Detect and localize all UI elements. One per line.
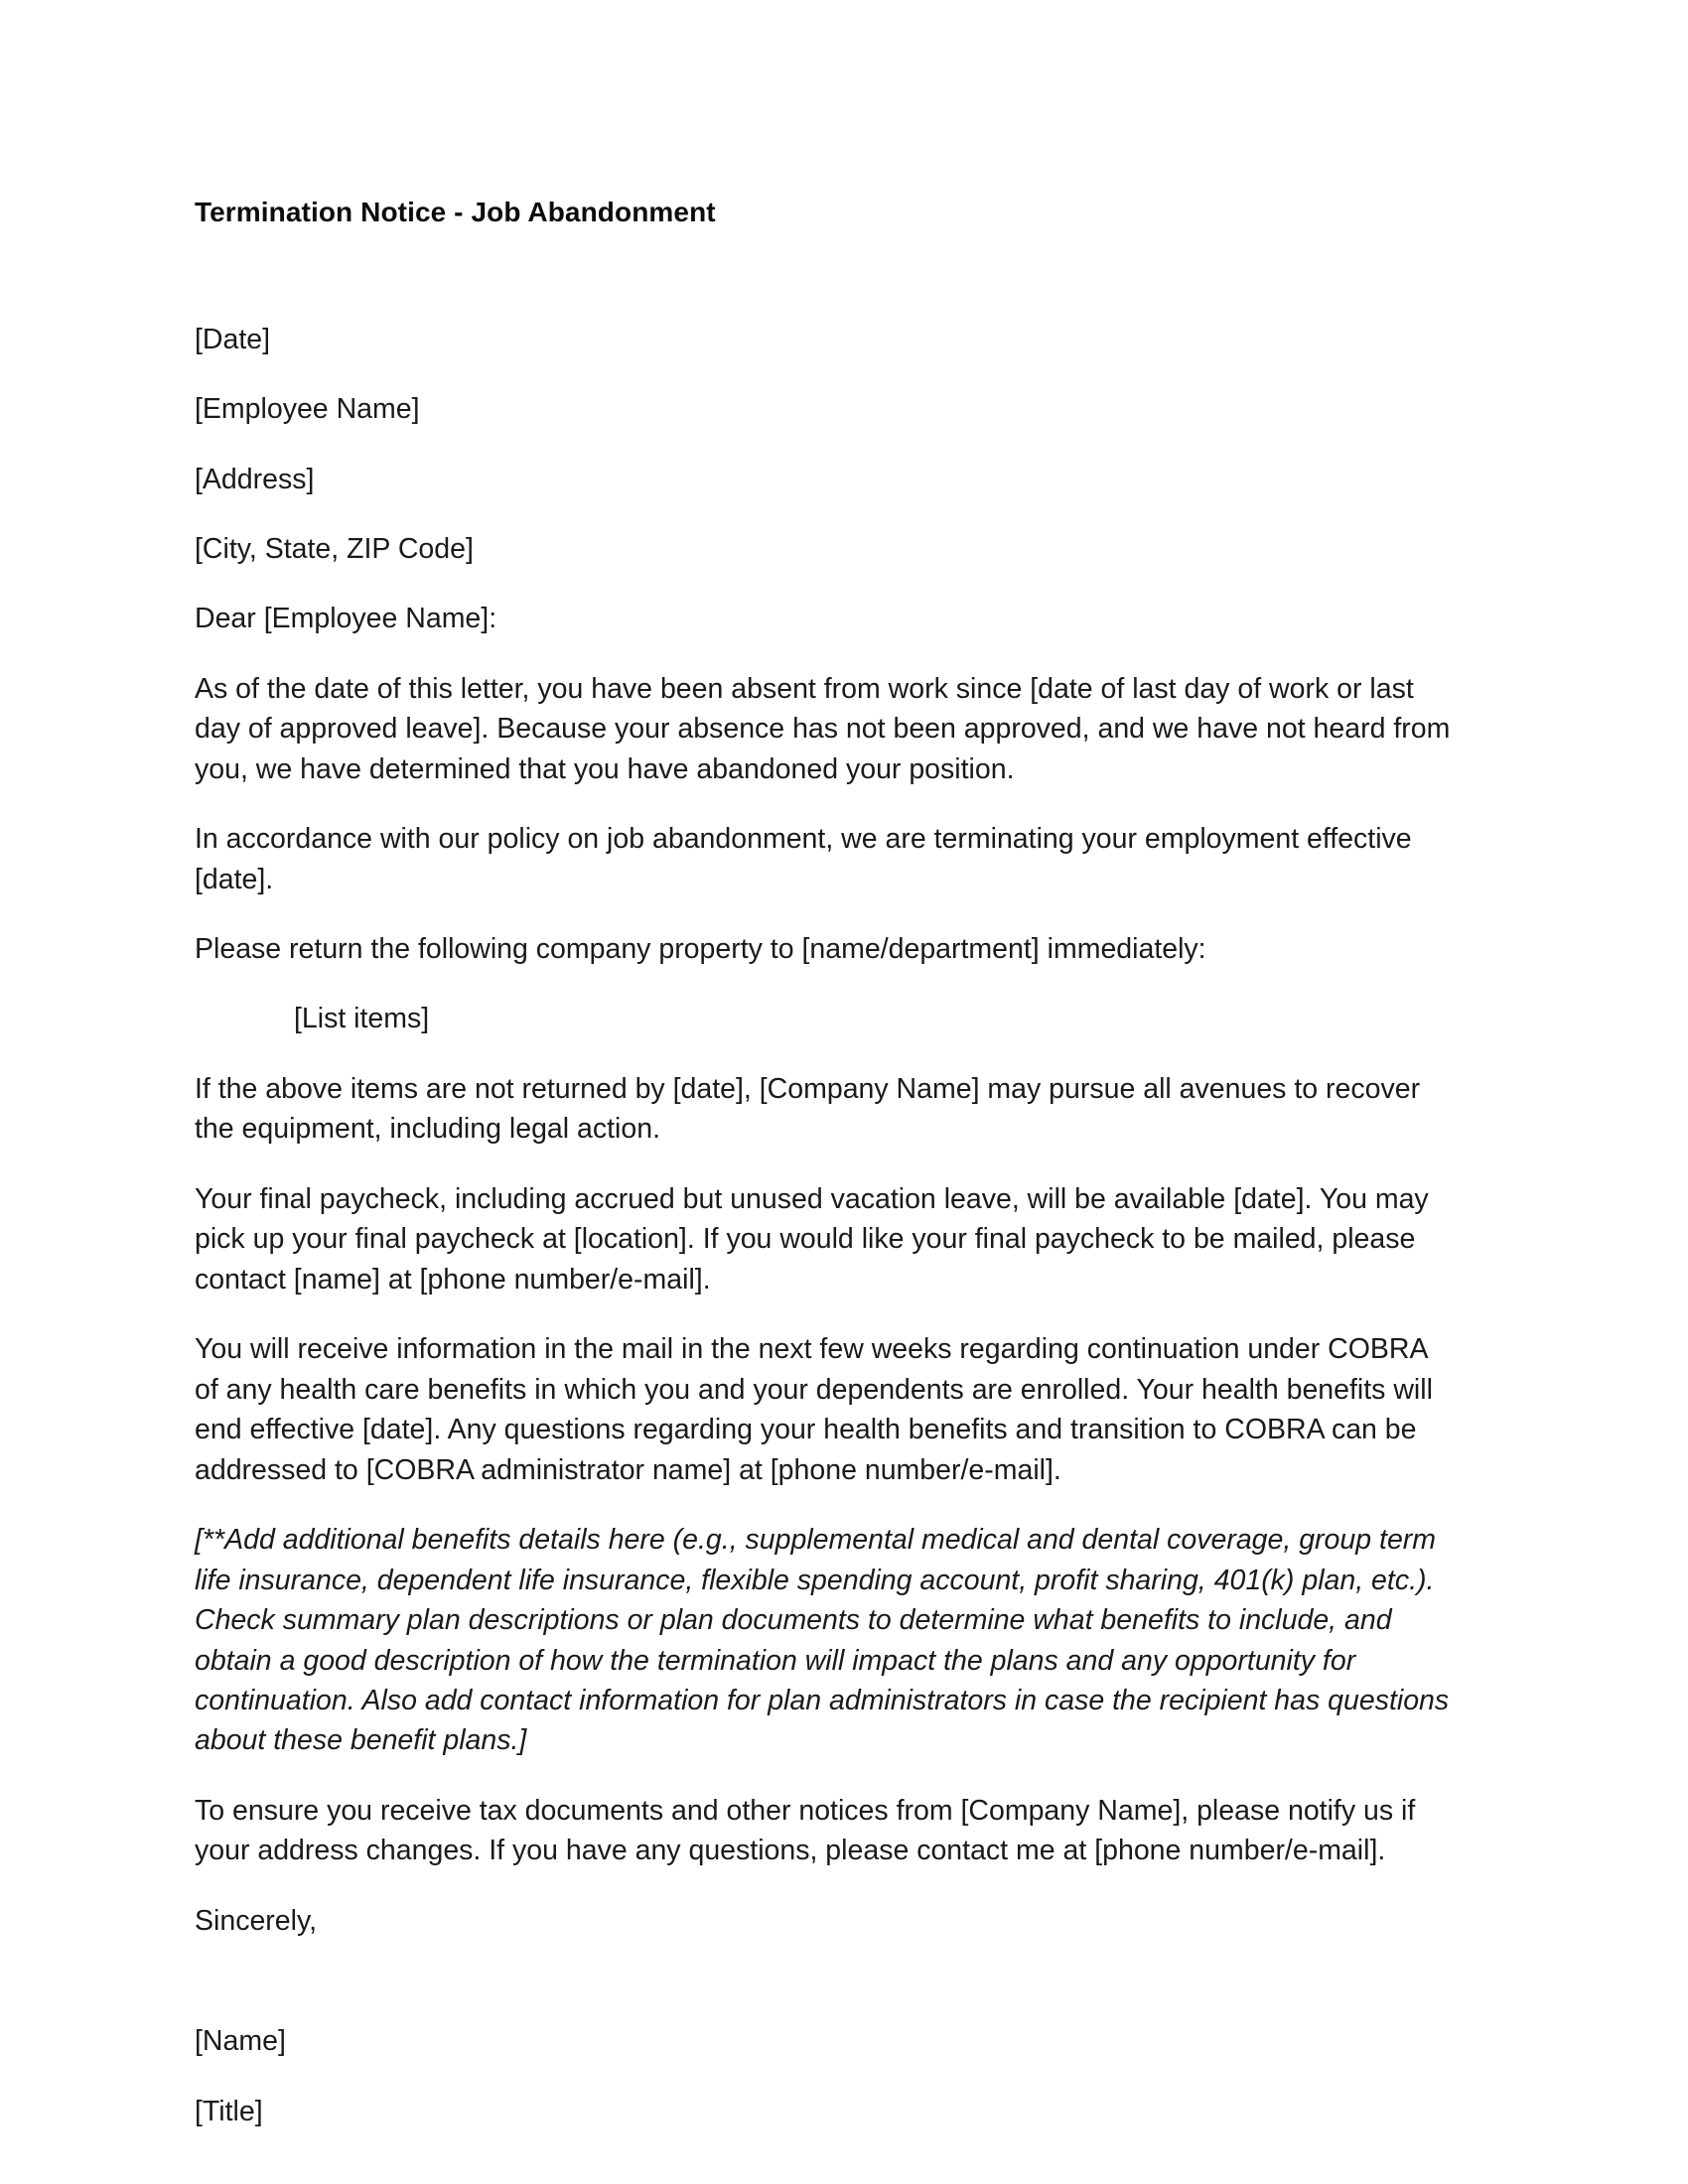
closing-salutation: Sincerely, (195, 1904, 318, 1937)
paragraph-address-change-notice: To ensure you receive tax documents and other notices from [Company Name], please notify us if your address changes. If you have any questions, please contact me at [phone number/e-mail]. (195, 1794, 1416, 1867)
title-spacer (195, 229, 1455, 321)
address-line-date: [Date] (195, 324, 271, 355)
paragraph-final-paycheck: Your final paycheck, including accrued but unused vacation leave, will be available [date]. You may pick up your final paycheck at [location]. If you would like your final paycheck to be mailed, please contact [name] at [phone number/e-mail]. (195, 1182, 1429, 1296)
paragraph-unreturned-items: If the above items are not returned by [date], [Company Name] may pursue all avenues to recover the equipment, including legal action. (195, 1072, 1421, 1146)
signature-title: [Title] (195, 2095, 263, 2127)
salutation: Dear [Employee Name]: (195, 603, 497, 635)
signature-name: [Name] (195, 2025, 286, 2058)
paragraph-italic-benefits-note: [**Add additional benefits details here (e.g., supplemental medical and dental coverage, group term life insurance, dependent life insurance, flexible spending account, profit sharing, 401(k) plan, etc.). Check summary plan descriptions or plan documents to determine what benefits to include, and obtain a good description of how the termination will impact the plans and any opportunity for continuation. Also add contact information for plan administrators in case the recipient has questions about these benefit plans.] (195, 1524, 1450, 1757)
page-title: Termination Notice - Job Abandonment (195, 197, 716, 227)
address-line-city-state-zip: [City, State, ZIP Code] (195, 532, 474, 565)
signature-spacer (195, 1941, 1455, 2022)
address-line-employee-name: [Employee Name] (195, 393, 420, 426)
paragraph-absence-notice: As of the date of this letter, you have been absent from work since [date of last day of work or last day of approved leave]. Because your absence has not been approved, and we have not heard from you, we have determined that you have abandoned your position. (195, 672, 1451, 785)
paragraph-termination-effective: In accordance with our policy on job abandonment, we are terminating your employment effective [date]. (195, 823, 1412, 895)
address-line-street: [Address] (195, 463, 315, 495)
list-items-placeholder: [List items] (294, 1003, 430, 1035)
paragraph-return-property: Please return the following company property to [name/department] immediately: (195, 932, 1206, 965)
paragraph-cobra-benefits: You will receive information in the mail in the next few weeks regarding continuation under COBRA of any health care benefits in which you and your dependents are enrolled. Your health benefits will end effective [date]. Any questions regarding your health benefits and transition to COBRA can be addressed to [COBRA administrator name] at [phone number/e-mail]. (195, 1333, 1433, 1486)
